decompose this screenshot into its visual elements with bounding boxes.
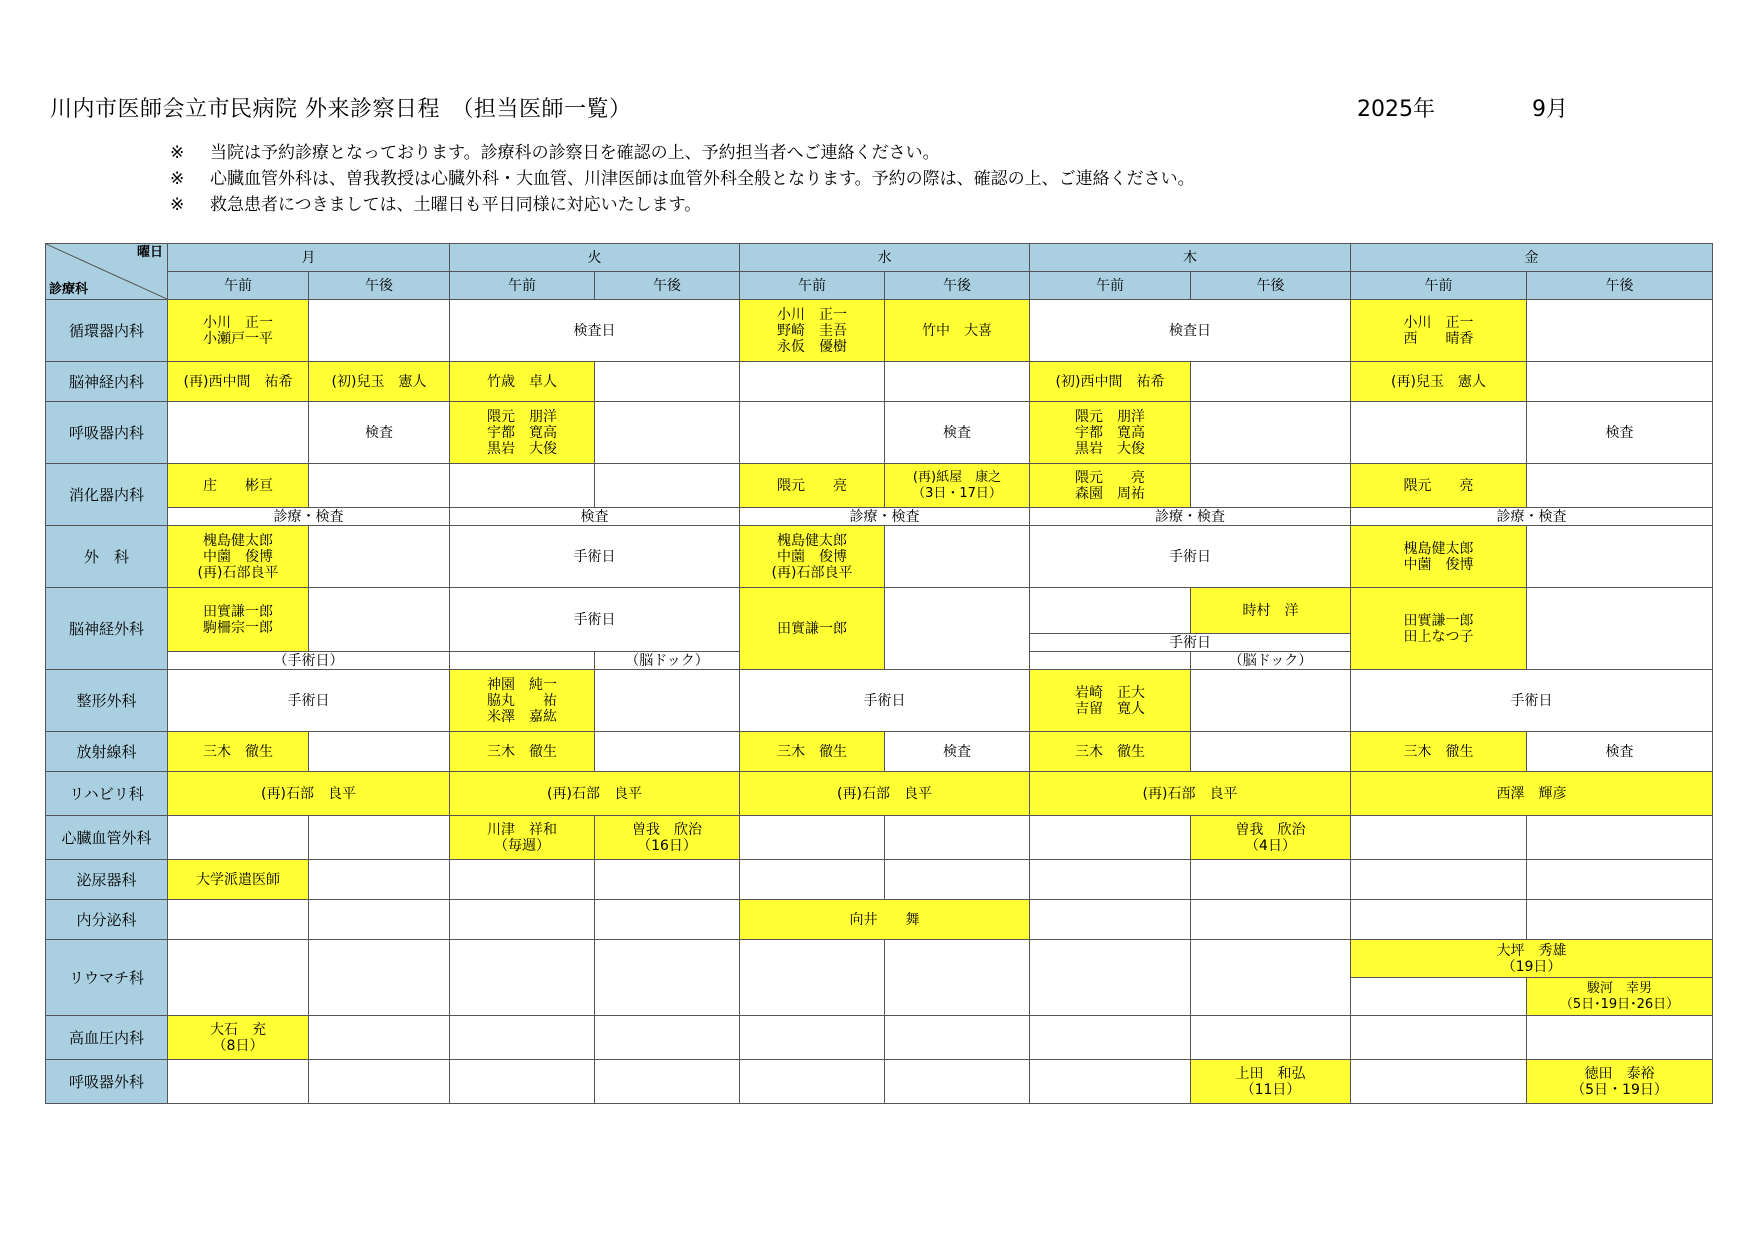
dept-label: 消化器内科: [46, 464, 168, 526]
schedule-note: 診療・検査: [168, 508, 450, 526]
schedule-cell: (再)西中間 祐希: [168, 362, 309, 402]
schedule-cell: 隈元 亮: [1351, 464, 1527, 508]
schedule-cell: (初)西中間 祐希: [1030, 362, 1191, 402]
schedule-cell: [740, 860, 885, 900]
schedule-cell: (再)石部 良平: [740, 772, 1030, 816]
schedule-cell: [168, 940, 309, 1016]
schedule-cell: 曽我 欣治 （16日）: [595, 816, 740, 860]
note-text: 当院は予約診療となっております。診療科の診察日を確認の上、予約担当者へご連絡ください。: [210, 143, 940, 163]
schedule-cell: [168, 900, 309, 940]
note-mark: ※: [170, 195, 185, 215]
schedule-cell: [1191, 860, 1351, 900]
day-header: 火: [450, 244, 740, 272]
schedule-cell: 駿河 幸男 （5日･19日･26日）: [1527, 978, 1713, 1016]
schedule-note: （手術日）: [168, 652, 450, 670]
schedule-note: 診療・検査: [740, 508, 1030, 526]
schedule-cell: [1191, 732, 1351, 772]
schedule-cell: [1527, 1016, 1713, 1060]
dept-label: 整形外科: [46, 670, 168, 732]
schedule-cell: 小川 正一 西 晴香: [1351, 300, 1527, 362]
schedule-cell: [450, 464, 595, 508]
schedule-cell: [595, 940, 740, 1016]
schedule-cell: 検査: [1527, 732, 1713, 772]
schedule-cell: [450, 860, 595, 900]
schedule-cell: 神園 純一 脇丸 祐 米澤 嘉紘: [450, 670, 595, 732]
schedule-cell: [740, 402, 885, 464]
day-header: 月: [168, 244, 450, 272]
schedule-cell: 槐島健太郎 中薗 俊博: [1351, 526, 1527, 588]
am-header: 午前: [1030, 272, 1191, 300]
schedule-cell: [1527, 588, 1713, 670]
schedule-note: 診療・検査: [1030, 508, 1351, 526]
schedule-cell: (再)兒玉 憲人: [1351, 362, 1527, 402]
schedule-cell: 手術日: [450, 588, 740, 652]
dept-label: 呼吸器外科: [46, 1060, 168, 1104]
schedule-cell: [1030, 1016, 1191, 1060]
schedule-cell: [885, 362, 1030, 402]
schedule-cell: [1351, 860, 1527, 900]
note-text: 心臓血管外科は、曽我教授は心臓外科・大血管、川津医師は血管外科全般となります。予約の際は、確認の上、ご連絡ください。: [210, 169, 1195, 189]
schedule-cell: [1351, 900, 1527, 940]
schedule-cell: [740, 816, 885, 860]
schedule-cell: [1030, 816, 1191, 860]
day-header: 金: [1351, 244, 1713, 272]
schedule-cell: 向井 舞: [740, 900, 1030, 940]
dept-label: 脳神経内科: [46, 362, 168, 402]
schedule-cell: 隈元 朋洋 宇都 寛高 黒岩 大俊: [1030, 402, 1191, 464]
am-header: 午前: [168, 272, 309, 300]
schedule-cell: [1527, 464, 1713, 508]
schedule-cell: [309, 860, 450, 900]
pm-header: 午後: [885, 272, 1030, 300]
schedule-cell: [1030, 588, 1191, 634]
dept-label: 心臓血管外科: [46, 816, 168, 860]
schedule-cell: [1191, 900, 1351, 940]
schedule-cell: (初)兒玉 憲人: [309, 362, 450, 402]
schedule-cell: [885, 816, 1030, 860]
schedule-cell: 手術日: [450, 526, 740, 588]
schedule-cell: 手術日: [1351, 670, 1713, 732]
schedule-cell: [1527, 362, 1713, 402]
schedule-cell: [168, 816, 309, 860]
schedule-cell: [595, 900, 740, 940]
schedule-cell: 竹歳 卓人: [450, 362, 595, 402]
notes: [170, 140, 1195, 218]
schedule-note: [1030, 652, 1191, 670]
schedule-cell: [168, 1060, 309, 1104]
schedule-cell: 竹中 大喜: [885, 300, 1030, 362]
schedule-note: 手術日: [1030, 634, 1351, 652]
pm-header: 午後: [595, 272, 740, 300]
schedule-cell: (再)石部 良平: [1030, 772, 1351, 816]
schedule-note: [450, 652, 595, 670]
schedule-cell: [595, 1060, 740, 1104]
schedule-cell: [309, 900, 450, 940]
schedule-note: 診療・検査: [1351, 508, 1713, 526]
schedule-cell: 三木 徹生: [1351, 732, 1527, 772]
page-title: 川内市医師会立市民病院 外来診察日程 （担当医師一覧）: [50, 97, 632, 122]
schedule-cell: (再)紙屋 康之 （3日・17日）: [885, 464, 1030, 508]
pm-header: 午後: [1191, 272, 1351, 300]
schedule-cell: [1191, 464, 1351, 508]
schedule-cell: [740, 1016, 885, 1060]
schedule-cell: 時村 洋: [1191, 588, 1351, 634]
schedule-cell: 岩崎 正大 吉留 寛人: [1030, 670, 1191, 732]
dept-label: リウマチ科: [46, 940, 168, 1016]
schedule-cell: [1527, 300, 1713, 362]
schedule-cell: [1351, 816, 1527, 860]
schedule-cell: [168, 402, 309, 464]
am-header: 午前: [740, 272, 885, 300]
corner-day-label: 曜日: [136, 245, 163, 260]
schedule-cell: [1191, 402, 1351, 464]
schedule-cell: [1191, 362, 1351, 402]
corner-cell: [46, 244, 168, 300]
schedule-cell: [595, 362, 740, 402]
note-item: [170, 140, 1195, 166]
dept-label: 泌尿器科: [46, 860, 168, 900]
schedule-cell: 庄 彬亘: [168, 464, 309, 508]
schedule-cell: [1030, 900, 1191, 940]
dept-label: 内分泌科: [46, 900, 168, 940]
schedule-cell: [595, 670, 740, 732]
schedule-cell: [595, 1016, 740, 1060]
schedule-cell: [309, 300, 450, 362]
schedule-cell: 三木 徹生: [740, 732, 885, 772]
schedule-cell: 手術日: [168, 670, 450, 732]
schedule-cell: [885, 1060, 1030, 1104]
schedule-cell: 曽我 欣治 （4日）: [1191, 816, 1351, 860]
schedule-cell: 大坪 秀雄 （19日）: [1351, 940, 1713, 978]
note-item: [170, 192, 1195, 218]
schedule-cell: 槐島健太郎 中薗 俊博 (再)石部良平: [740, 526, 885, 588]
schedule-cell: 隈元 亮: [740, 464, 885, 508]
day-header: 木: [1030, 244, 1351, 272]
schedule-cell: [885, 1016, 1030, 1060]
note-item: [170, 166, 1195, 192]
note-text: 救急患者につきましては、土曜日も平日同様に対応いたします。: [210, 195, 702, 215]
schedule-year: 2025年: [1357, 97, 1435, 122]
schedule-cell: [1191, 940, 1351, 1016]
dept-label: 呼吸器内科: [46, 402, 168, 464]
schedule-table: [45, 243, 1713, 1104]
note-mark: ※: [170, 143, 185, 163]
schedule-cell: 手術日: [740, 670, 1030, 732]
schedule-cell: [1191, 1016, 1351, 1060]
schedule-cell: [885, 860, 1030, 900]
schedule-cell: 検査: [885, 402, 1030, 464]
schedule-cell: [1527, 526, 1713, 588]
dept-label: 循環器内科: [46, 300, 168, 362]
schedule-cell: 検査日: [450, 300, 740, 362]
schedule-cell: [309, 816, 450, 860]
dept-label: 脳神経外科: [46, 588, 168, 670]
schedule-cell: [309, 732, 450, 772]
schedule-cell: [1351, 1016, 1527, 1060]
schedule-cell: [1030, 940, 1191, 1016]
schedule-cell: [1030, 1060, 1191, 1104]
schedule-cell: 三木 徹生: [168, 732, 309, 772]
schedule-cell: [309, 940, 450, 1016]
schedule-cell: 大学派遣医師: [168, 860, 309, 900]
schedule-cell: 手術日: [1030, 526, 1351, 588]
schedule-cell: [885, 588, 1030, 670]
am-header: 午前: [1351, 272, 1527, 300]
schedule-cell: 小川 正一 野崎 圭吾 永仮 優樹: [740, 300, 885, 362]
schedule-cell: 検査: [309, 402, 450, 464]
pm-header: 午後: [1527, 272, 1713, 300]
schedule-cell: 三木 徹生: [450, 732, 595, 772]
schedule-cell: 大石 充 （8日）: [168, 1016, 309, 1060]
schedule-cell: 上田 和弘 （11日）: [1191, 1060, 1351, 1104]
schedule-cell: [885, 526, 1030, 588]
schedule-cell: [885, 940, 1030, 1016]
dept-label: 外 科: [46, 526, 168, 588]
dept-label: 放射線科: [46, 732, 168, 772]
schedule-cell: 小川 正一 小瀬戸一平: [168, 300, 309, 362]
schedule-cell: 西澤 輝彦: [1351, 772, 1713, 816]
schedule-cell: 検査日: [1030, 300, 1351, 362]
schedule-note: （脳ドック）: [1191, 652, 1351, 670]
schedule-cell: [740, 362, 885, 402]
schedule-cell: 検査: [1527, 402, 1713, 464]
schedule-cell: 徳田 泰裕 （5日・19日）: [1527, 1060, 1713, 1104]
pm-header: 午後: [309, 272, 450, 300]
schedule-cell: [595, 732, 740, 772]
schedule-cell: (再)石部 良平: [450, 772, 740, 816]
schedule-cell: [1351, 978, 1527, 1016]
schedule-month: 9月: [1532, 97, 1568, 122]
schedule-cell: (再)石部 良平: [168, 772, 450, 816]
schedule-note: 検査: [450, 508, 740, 526]
schedule-cell: [450, 900, 595, 940]
dept-label: リハビリ科: [46, 772, 168, 816]
schedule-cell: [1527, 900, 1713, 940]
schedule-cell: 田實謙一郎 駒柵宗一郎: [168, 588, 309, 652]
schedule-cell: [309, 588, 450, 652]
corner-dept-label: 診療科: [49, 282, 89, 297]
schedule-cell: 隈元 亮 森園 周祐: [1030, 464, 1191, 508]
schedule-cell: [1351, 1060, 1527, 1104]
dept-label: 高血圧内科: [46, 1016, 168, 1060]
day-header: 水: [740, 244, 1030, 272]
schedule-cell: [1191, 670, 1351, 732]
schedule-cell: 検査: [885, 732, 1030, 772]
schedule-cell: [1527, 860, 1713, 900]
schedule-cell: [595, 860, 740, 900]
schedule-cell: 隈元 朋洋 宇都 寛高 黒岩 大俊: [450, 402, 595, 464]
schedule-cell: [740, 940, 885, 1016]
schedule-note: （脳ドック）: [595, 652, 740, 670]
schedule-cell: 川津 祥和 （毎週）: [450, 816, 595, 860]
schedule-cell: [450, 940, 595, 1016]
note-mark: ※: [170, 169, 185, 189]
schedule-cell: [740, 1060, 885, 1104]
schedule-cell: [309, 464, 450, 508]
schedule-cell: [309, 526, 450, 588]
schedule-cell: [309, 1060, 450, 1104]
schedule-cell: [1527, 816, 1713, 860]
schedule-cell: [450, 1016, 595, 1060]
am-header: 午前: [450, 272, 595, 300]
schedule-cell: [450, 1060, 595, 1104]
schedule-cell: 田實謙一郎 田上なつ子: [1351, 588, 1527, 670]
schedule-cell: 槐島健太郎 中薗 俊博 (再)石部良平: [168, 526, 309, 588]
schedule-cell: [309, 1016, 450, 1060]
schedule-cell: 田實謙一郎: [740, 588, 885, 670]
schedule-cell: [1351, 402, 1527, 464]
schedule-cell: 三木 徹生: [1030, 732, 1191, 772]
schedule-cell: [595, 402, 740, 464]
schedule-cell: [1030, 860, 1191, 900]
schedule-cell: [595, 464, 740, 508]
